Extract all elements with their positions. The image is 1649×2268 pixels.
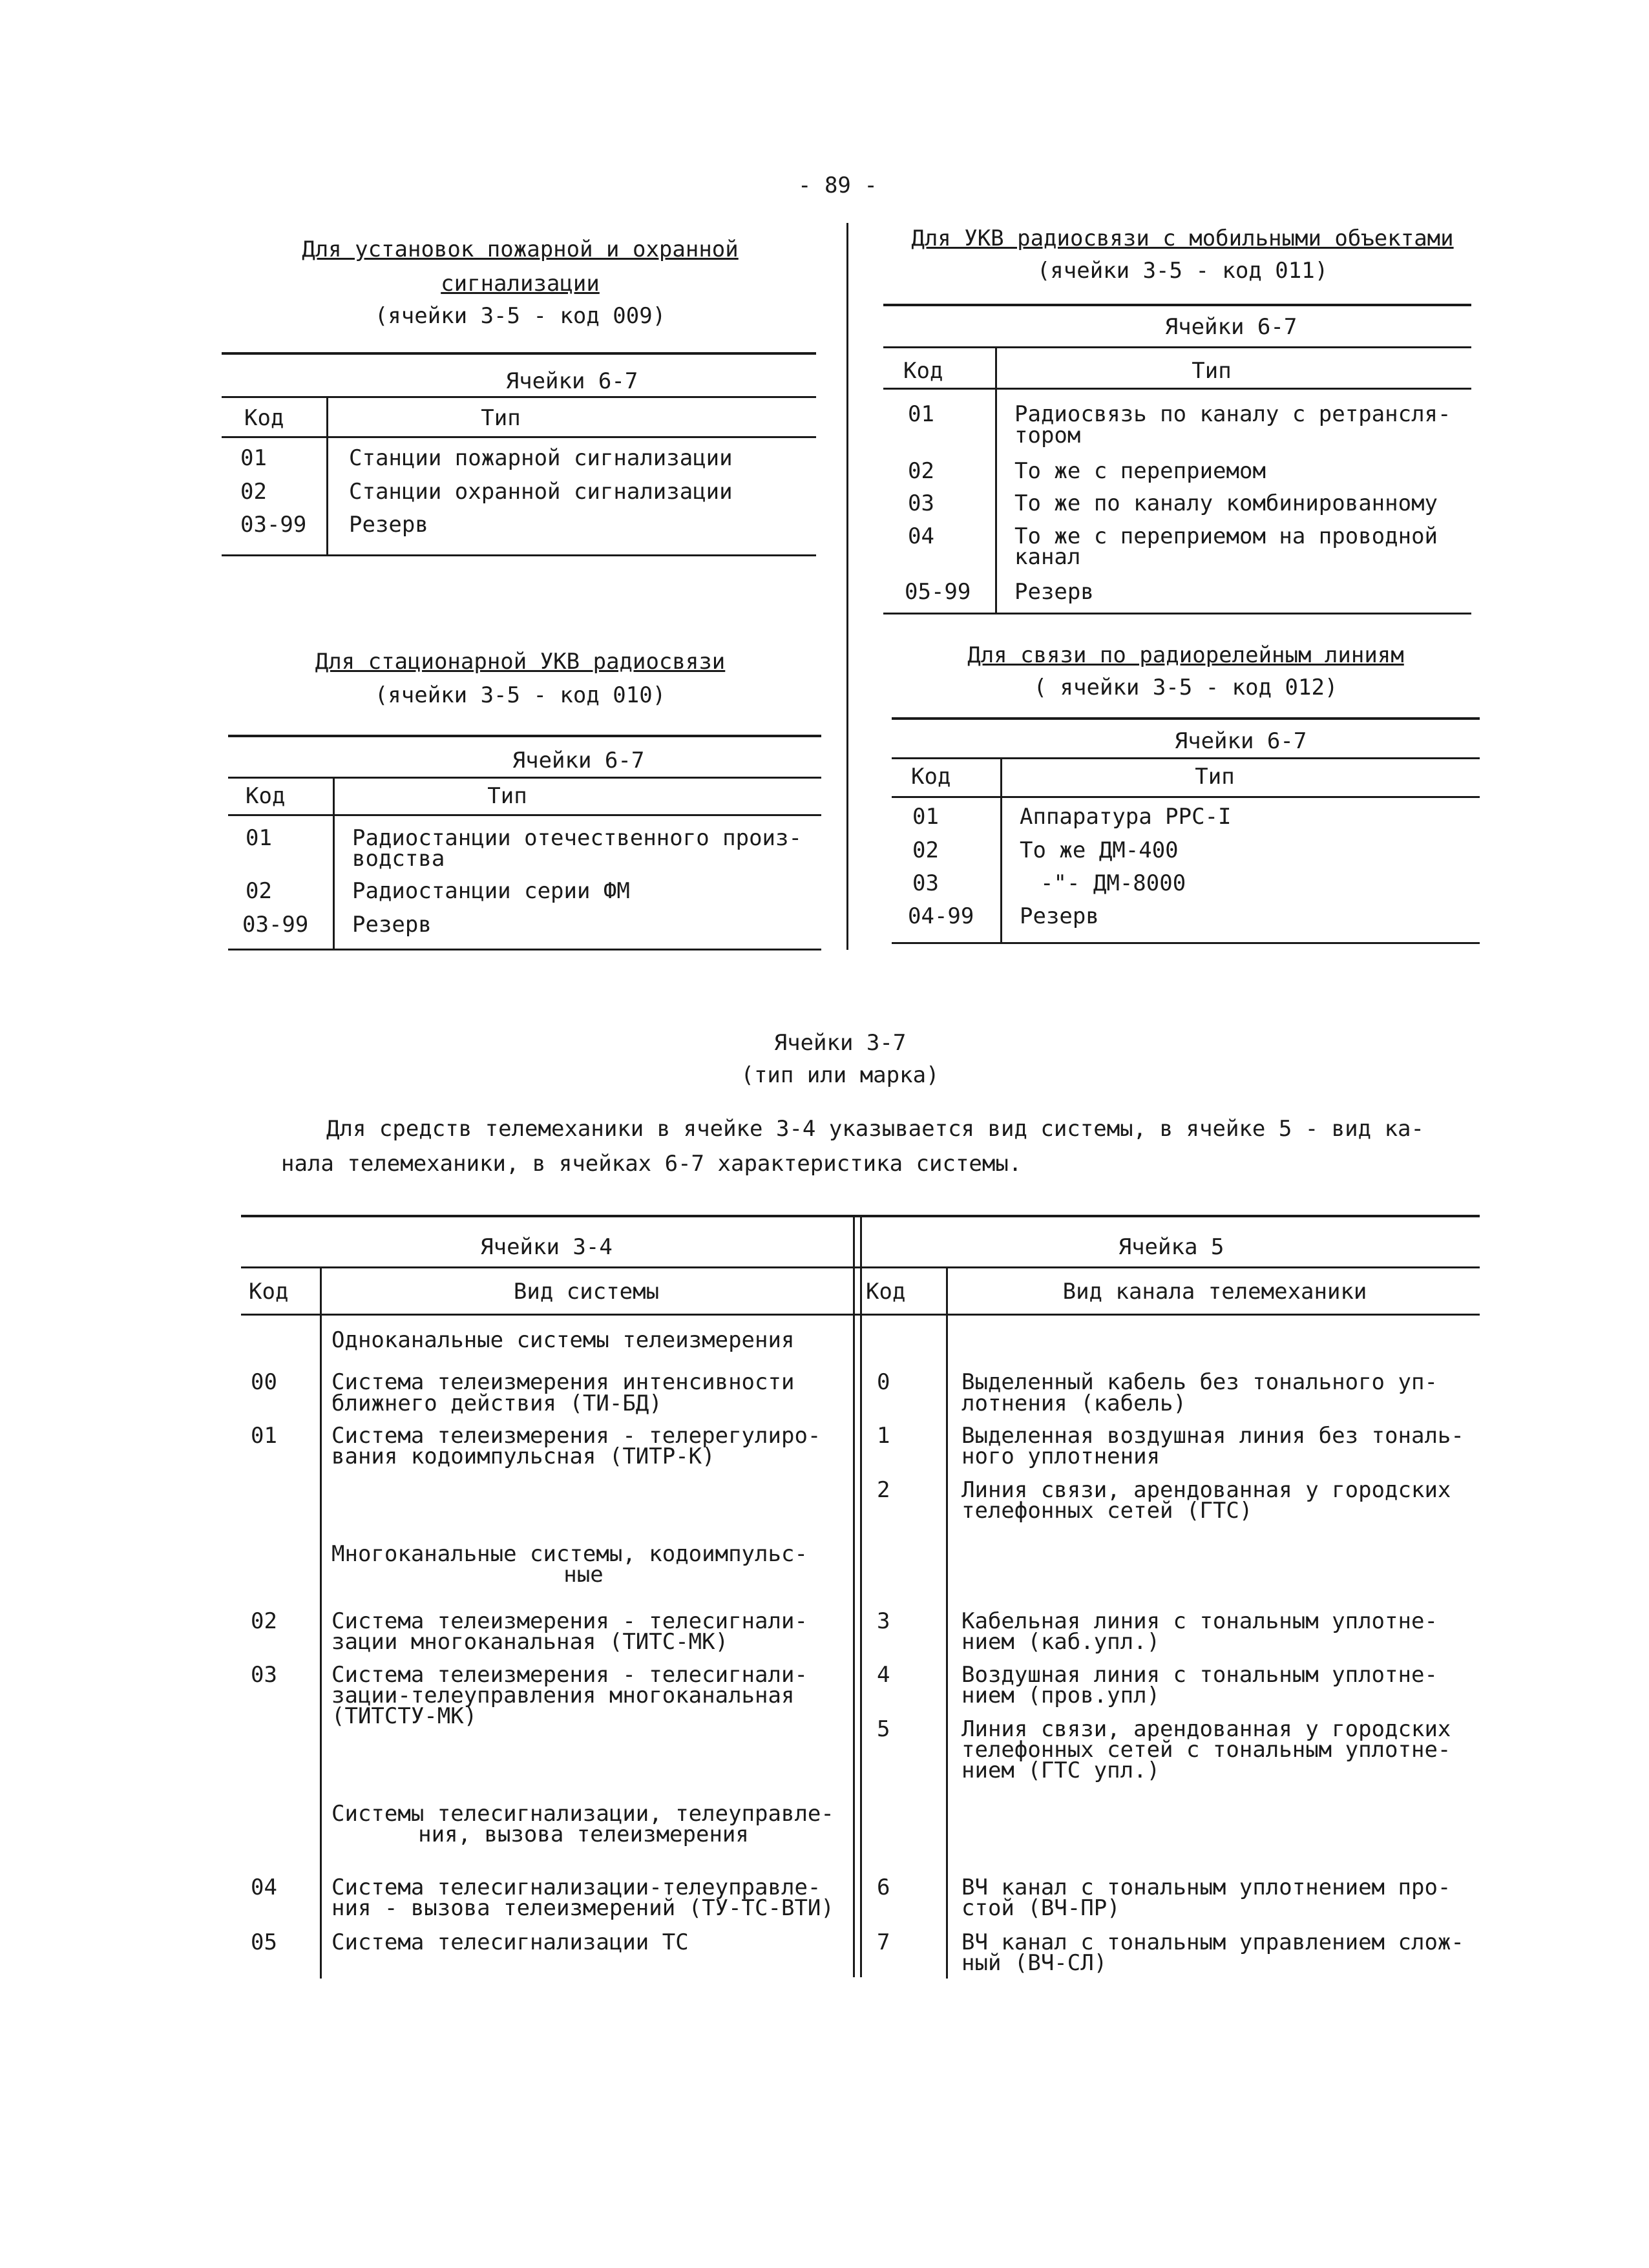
- t3-subtitle: (ячейки 3-5 - код 011): [1036, 258, 1329, 284]
- t4-row-1-code: 01: [912, 804, 939, 830]
- big-right-row-3-code: 3: [877, 1608, 890, 1634]
- big-col-system: Вид системы: [513, 1279, 660, 1305]
- t4-group-rule: [892, 757, 1480, 759]
- big-left-code-divider: [320, 1268, 322, 1979]
- big-right-row-3-l1: Кабельная линия с тональным уплотне-: [961, 1608, 1438, 1634]
- big-group-rule: [241, 1266, 1480, 1268]
- t1-header-rule: [222, 436, 816, 438]
- t1-row-2-type: Станции охранной сигнализации: [349, 479, 733, 505]
- t2-row-1-type-l1: Радиостанции отечественного произ-: [352, 825, 802, 851]
- t4-top-rule: [892, 717, 1480, 720]
- big-right-row-5-l1: Линия связи, арендованная у городских: [961, 1716, 1451, 1742]
- column-divider: [846, 223, 848, 950]
- big-left-row-01-code: 01: [251, 1423, 277, 1449]
- t3-row-5-type: Резерв: [1014, 579, 1094, 605]
- big-right-row-0-l1: Выделенный кабель без тонального уп-: [961, 1369, 1438, 1395]
- big-right-row-6-code: 6: [877, 1874, 890, 1900]
- t4-bottom-rule: [892, 942, 1480, 944]
- t1-bottom-rule: [222, 554, 816, 556]
- t3-col-type: Тип: [1192, 358, 1232, 384]
- big-right-row-2-l1: Линия связи, арендованная у городских: [961, 1477, 1451, 1503]
- t3-group-rule: [883, 346, 1471, 348]
- big-left-row-01-l1: Система телеизмерения - телерегулиро-: [331, 1423, 821, 1449]
- t4-header-rule: [892, 796, 1480, 798]
- t3-title: Для УКВ радиосвязи с мобильными объектами: [911, 226, 1454, 251]
- section-title: Ячейки 3-7: [773, 1030, 907, 1056]
- t2-col-type: Тип: [487, 783, 527, 809]
- t1-row-2-code: 02: [240, 479, 267, 505]
- big-center-divider-b: [860, 1215, 862, 1977]
- big-right-row-5-code: 5: [877, 1716, 890, 1742]
- t4-title: Для связи по радиорелейным линиям: [967, 642, 1404, 668]
- t2-header-rule: [228, 814, 821, 816]
- big-left-row-03-l2: зации-телеуправления многоканальная: [331, 1683, 795, 1708]
- big-left-row-00-code: 00: [251, 1369, 277, 1395]
- section-subtitle: (тип или марка): [740, 1062, 940, 1088]
- t1-title-line1: Для установок пожарной и охранной: [302, 236, 739, 262]
- t1-col-type: Тип: [481, 405, 521, 431]
- big-left-row-05-l1: Система телесигнализации ТС: [331, 1929, 689, 1955]
- t3-row-1-type-l1: Радиосвязь по каналу с ретрансля-: [1014, 401, 1451, 427]
- big-right-row-4-code: 4: [877, 1662, 890, 1688]
- big-left-row-03-l3: (ТИТСТУ-МК): [331, 1703, 478, 1729]
- big-left-row-00-l1: Система телеизмерения интенсивности: [331, 1369, 795, 1395]
- big-left-heading-3-l2: ния, вызова телеизмерения: [418, 1822, 749, 1847]
- big-col-code2: Код: [866, 1279, 906, 1305]
- big-left-group-header: Ячейки 3-4: [480, 1234, 613, 1260]
- big-left-heading-2-l2: ные: [563, 1562, 604, 1588]
- big-left-heading-3-l1: Системы телесигнализации, телеуправле-: [331, 1801, 834, 1827]
- big-left-row-04-l1: Система телесигнализации-телеуправле-: [331, 1874, 821, 1900]
- big-right-row-6-l1: ВЧ канал с тональным уплотнением про-: [961, 1874, 1451, 1900]
- t4-row-2-type: То же ДМ-400: [1020, 837, 1179, 863]
- t4-col-code: Код: [911, 764, 951, 790]
- big-right-row-2-code: 2: [877, 1477, 890, 1503]
- t2-row-3-code: 03-99: [242, 912, 309, 938]
- big-right-row-7-l2: ный (ВЧ-СЛ): [961, 1950, 1108, 1976]
- big-left-row-00-l2: ближнего действия (ТИ-БД): [331, 1391, 662, 1416]
- section-paragraph-line1: Для средств телемеханики в ячейке 3-4 указывается вид системы, в ячейке 5 - вид ка-: [326, 1116, 1424, 1142]
- t3-row-2-code: 02: [908, 458, 934, 484]
- t2-group-rule: [228, 777, 821, 779]
- t1-col-divider: [326, 397, 328, 556]
- t2-col-code: Код: [246, 783, 286, 809]
- t4-row-4-code: 04-99: [908, 903, 974, 929]
- t3-row-4-type-l1: То же с переприемом на проводной: [1014, 523, 1438, 549]
- big-right-code-divider: [946, 1268, 948, 1979]
- t2-bottom-rule: [228, 949, 821, 950]
- big-col-code: Код: [249, 1279, 289, 1305]
- big-left-row-04-l2: ния - вызова телеизмерений (ТУ-ТС-ВТИ): [331, 1895, 834, 1921]
- big-left-row-03-l1: Система телеизмерения - телесигнали-: [331, 1662, 808, 1688]
- t3-row-1-type-l2: тором: [1014, 423, 1081, 448]
- t2-title: Для стационарной УКВ радиосвязи: [315, 649, 726, 675]
- t4-row-3-code: 03: [912, 870, 939, 896]
- t1-title-line2: сигнализации: [441, 271, 600, 297]
- t3-group-header: Ячейки 6-7: [1164, 314, 1297, 340]
- big-right-row-3-l2: нием (каб.упл.): [961, 1629, 1161, 1655]
- t3-row-4-code: 04: [908, 523, 934, 549]
- t1-row-3-code: 03-99: [240, 512, 307, 538]
- t4-row-4-type: Резерв: [1020, 903, 1099, 929]
- big-right-row-1-l2: ного уплотнения: [961, 1444, 1161, 1469]
- big-left-row-02-code: 02: [251, 1608, 277, 1634]
- t3-top-rule: [883, 304, 1471, 306]
- t4-row-3-type: -"- ДМ-8000: [1040, 870, 1186, 896]
- t1-group-header: Ячейки 6-7: [505, 368, 638, 394]
- big-left-row-03-code: 03: [251, 1662, 277, 1688]
- t1-row-1-code: 01: [240, 445, 267, 471]
- big-right-row-6-l2: стой (ВЧ-ПР): [961, 1895, 1120, 1921]
- t3-row-3-type: То же по каналу комбинированному: [1014, 490, 1438, 516]
- t2-top-rule: [228, 735, 821, 737]
- t3-row-5-code: 05-99: [905, 579, 971, 605]
- t3-col-divider: [995, 348, 997, 613]
- t2-row-2-code: 02: [246, 878, 272, 904]
- big-right-group-header: Ячейка 5: [1118, 1234, 1224, 1260]
- big-right-row-4-l1: Воздушная линия с тональным уплотне-: [961, 1662, 1438, 1688]
- t3-row-3-code: 03: [908, 490, 934, 516]
- t1-top-rule: [222, 352, 816, 355]
- big-right-row-0-code: 0: [877, 1369, 890, 1395]
- t4-subtitle: ( ячейки 3-5 - код 012): [1033, 675, 1338, 700]
- t4-group-header: Ячейки 6-7: [1174, 728, 1307, 754]
- t1-group-rule: [222, 396, 816, 398]
- t3-col-code: Код: [903, 358, 943, 384]
- t2-col-divider: [333, 778, 335, 949]
- t2-row-1-code: 01: [246, 825, 272, 851]
- t2-row-3-type: Резерв: [352, 912, 432, 938]
- big-right-row-4-l2: нием (пров.упл): [961, 1683, 1161, 1708]
- t2-row-1-type-l2: водства: [352, 846, 445, 872]
- big-left-row-02-l2: зации многоканальная (ТИТС-МК): [331, 1629, 729, 1655]
- t2-subtitle: (ячейки 3-5 - код 010): [374, 682, 666, 708]
- big-left-row-02-l1: Система телеизмерения - телесигнали-: [331, 1608, 808, 1634]
- t3-bottom-rule: [883, 613, 1471, 614]
- big-left-heading-2-l1: Многоканальные системы, кодоимпульс-: [331, 1541, 808, 1567]
- big-center-divider-a: [853, 1215, 855, 1977]
- section-paragraph-line2: нала телемеханики, в ячейках 6-7 характеристика системы.: [281, 1151, 1022, 1177]
- big-left-row-05-code: 05: [251, 1929, 277, 1955]
- big-right-row-7-l1: ВЧ канал с тональным управлением слож-: [961, 1929, 1464, 1955]
- t3-row-1-code: 01: [908, 401, 934, 427]
- t2-row-2-type: Радиостанции серии ФМ: [352, 878, 630, 904]
- big-right-row-2-l2: телефонных сетей (ГТС): [961, 1498, 1253, 1524]
- t4-row-1-type: Аппаратура РРС-I: [1020, 804, 1232, 830]
- big-left-heading-1: Одноканальные системы телеизмерения: [331, 1327, 795, 1353]
- big-left-row-01-l2: вания кодоимпульсная (ТИТР-К): [331, 1444, 715, 1469]
- big-right-row-1-l1: Выделенная воздушная линия без тональ-: [961, 1423, 1464, 1449]
- t3-header-rule: [883, 388, 1471, 390]
- big-right-row-1-code: 1: [877, 1423, 890, 1449]
- big-right-row-0-l2: лотнения (кабель): [961, 1391, 1186, 1416]
- big-header-rule: [241, 1314, 1480, 1316]
- t1-subtitle: (ячейки 3-5 - код 009): [374, 303, 666, 329]
- big-right-row-7-code: 7: [877, 1929, 890, 1955]
- t1-col-code: Код: [244, 405, 284, 431]
- big-right-row-5-l3: нием (ГТС упл.): [961, 1758, 1161, 1783]
- t1-row-1-type: Станции пожарной сигнализации: [349, 445, 733, 471]
- page-number: - 89 -: [798, 173, 877, 198]
- big-right-row-5-l2: телефонных сетей с тональным уплотне-: [961, 1737, 1451, 1763]
- t2-group-header: Ячейки 6-7: [512, 748, 645, 773]
- t1-row-3-type: Резерв: [349, 512, 428, 538]
- big-left-row-04-code: 04: [251, 1874, 277, 1900]
- big-col-channel: Вид канала телемеханики: [1062, 1279, 1367, 1305]
- t4-row-2-code: 02: [912, 837, 939, 863]
- t4-col-divider: [1000, 759, 1002, 943]
- t4-col-type: Тип: [1195, 764, 1235, 790]
- t3-row-2-type: То же с переприемом: [1014, 458, 1266, 484]
- t3-row-4-type-l2: канал: [1014, 544, 1081, 570]
